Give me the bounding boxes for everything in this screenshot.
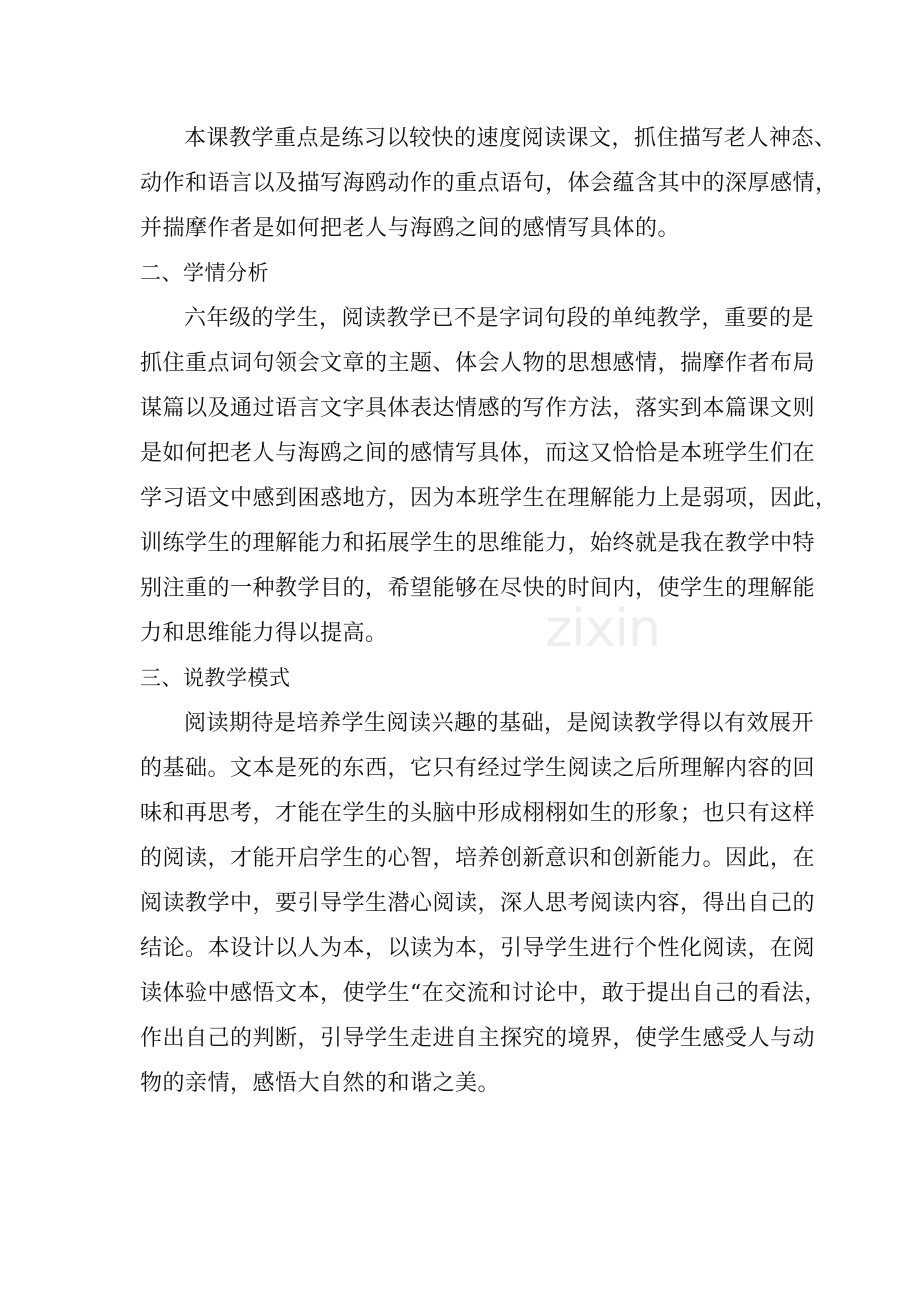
paragraph-line: 是如何把老人与海鸥之间的感情写具体，而这又恰恰是本班学生们在 (140, 441, 816, 466)
document-body (140, 116, 838, 1106)
paragraph-line: 本课教学重点是练习以较快的速度阅读课文，抓住描写老人神态、 (184, 126, 837, 151)
paragraph-line: 六年级的学生，阅读教学已不是字词句段的单纯教学，重要的是 (184, 306, 815, 331)
paragraph-line: 谋篇以及通过语言文字具体表达情感的写作方法，落实到本篇课文则 (140, 396, 816, 421)
paragraph-line: 力和思维能力得以提高。 (140, 621, 388, 646)
paragraph-line: 阅读教学中，要引导学生潜心阅读，深人思考阅读内容，得出自己的 (140, 891, 816, 916)
paragraph-line: 学习语文中感到困惑地方，因为本班学生在理解能力上是弱项，因此， (140, 486, 838, 511)
paragraph-line: 结论。本设计以人为本，以读为本，引导学生进行个性化阅读，在阅 (140, 936, 816, 961)
paragraph-line: 动作和语言以及描写海鸥动作的重点语句，体会蕴含其中的深厚感情， (140, 171, 838, 196)
paragraph-line: 别注重的一种教学目的，希望能够在尽快的时间内，使学生的理解能 (140, 576, 816, 601)
paragraph-line: 抓住重点词句领会文章的主题、体会人物的思想感情，揣摩作者布局 (140, 351, 816, 376)
section-heading-teaching-mode: 三、说教学模式 (140, 666, 291, 690)
paragraph-line: 并揣摩作者是如何把老人与海鸥之间的感情写具体的。 (140, 216, 681, 241)
paragraph-line: 训练学生的理解能力和拓展学生的思维能力，始终就是我在教学中特 (140, 531, 816, 556)
section-heading-learning-analysis: 二、学情分析 (140, 261, 269, 285)
paragraph-line: 的基础。文本是死的东西，它只有经过学生阅读之后所理解内容的回 (140, 756, 816, 781)
watermark: zixin (545, 599, 660, 659)
paragraph-line: 作出自己的判断，引导学生走进自主探究的境界，使学生感受人与动 (140, 1026, 816, 1051)
paragraph-line: 味和再思考，才能在学生的头脑中形成栩栩如生的形象；也只有这样 (140, 801, 816, 826)
paragraph-line: 物的亲情，感悟大自然的和谐之美。 (140, 1071, 501, 1096)
paragraph-line: 阅读期待是培养学生阅读兴趣的基础，是阅读教学得以有效展开 (184, 711, 815, 736)
paragraph-line: 的阅读，才能开启学生的心智，培养创新意识和创新能力。因此，在 (140, 846, 816, 871)
paragraph-line: 读体验中感悟文本，使学生“在交流和讨论中，敢于提出自己的看法， (140, 981, 827, 1006)
